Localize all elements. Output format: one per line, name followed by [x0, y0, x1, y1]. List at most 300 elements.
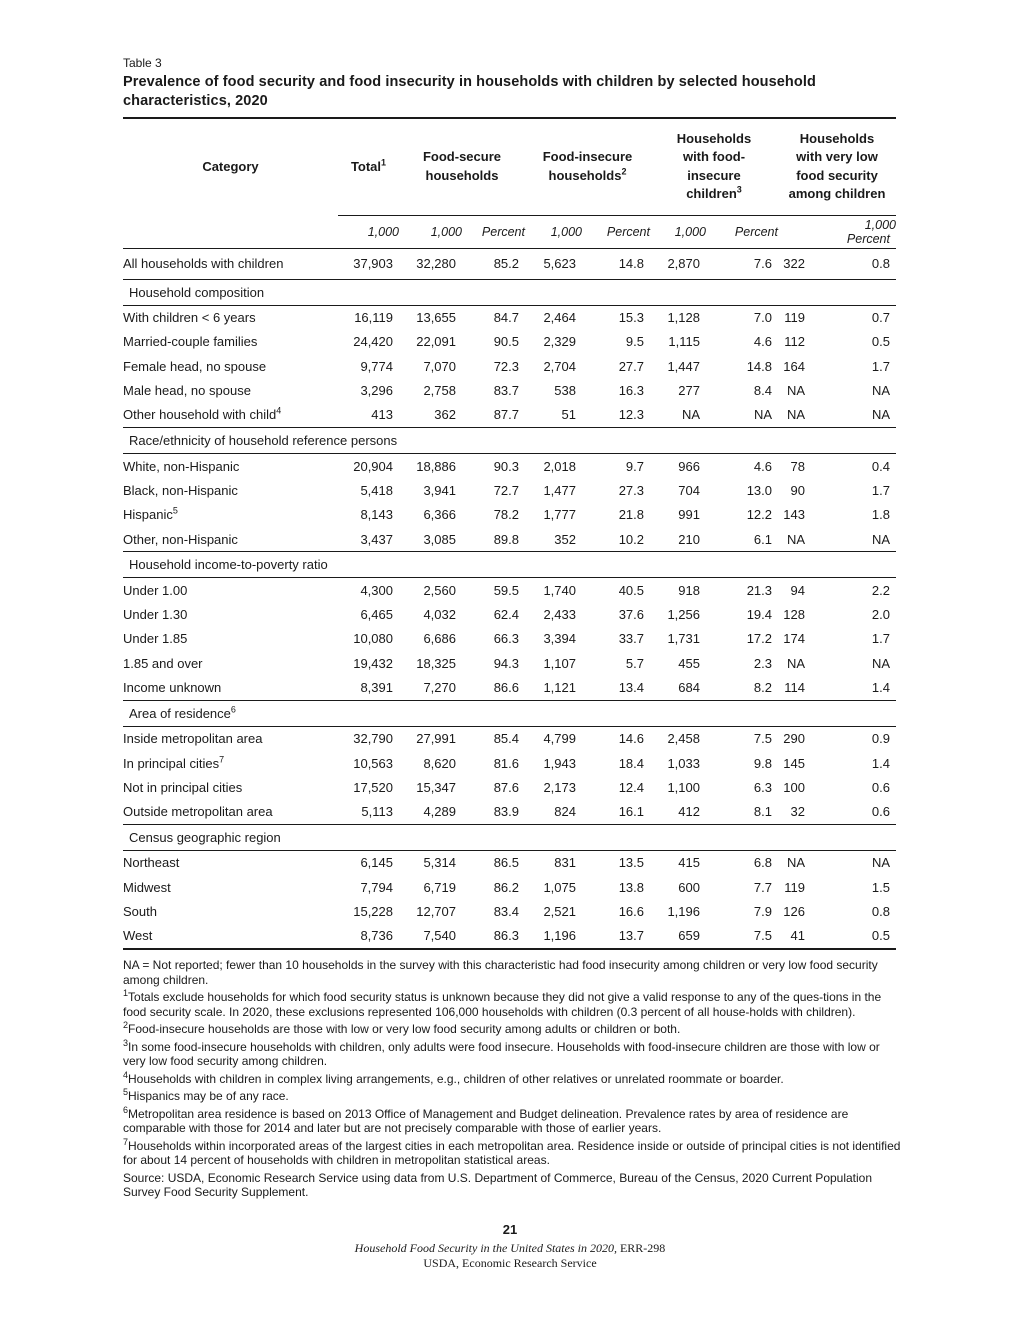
table-row — [123, 924, 896, 949]
table-cell: 119 — [784, 310, 805, 326]
table-cell: 918 — [678, 582, 700, 598]
table-cell: 86.5 — [493, 855, 519, 871]
table-cell: 1,196 — [525, 924, 582, 949]
table-cell: 27,991 — [416, 731, 456, 747]
publication-line — [0, 1241, 1020, 1256]
table-cell: 1,033 — [667, 755, 700, 771]
row-label: West — [123, 924, 338, 949]
section-header — [123, 824, 896, 850]
table-cell: 0.5 — [871, 334, 890, 350]
table-cell: 16,119 — [354, 310, 393, 326]
row-label: In principal cities$^7$ — [123, 754, 225, 771]
table-cell: NA — [786, 383, 805, 399]
table-cell: 7.5 — [753, 731, 772, 747]
table-cell: 1.7 — [871, 631, 890, 647]
table-cell: 2,433 — [543, 607, 576, 623]
table-cell: 1,100 — [667, 779, 700, 795]
page-footer — [0, 1222, 1020, 1271]
table-cell: 1,477 — [543, 482, 576, 498]
table-cell: 1.4 — [871, 755, 890, 771]
table-cell: 90 — [790, 482, 805, 498]
table-cell: 5,418 — [360, 482, 393, 498]
table-cell: 18,886 — [416, 458, 456, 474]
table-cell: 8,620 — [423, 755, 456, 771]
row-label: Other, non-Hispanic — [123, 531, 238, 547]
table-cell: 1,075 — [543, 879, 576, 895]
table-cell: 412 — [678, 804, 700, 820]
table-cell: 83.4 — [493, 904, 519, 920]
section-header — [123, 427, 896, 453]
table-cell: 94.3 — [493, 655, 519, 671]
table-cell: 6,145 — [360, 855, 393, 871]
table-cell: 32 — [790, 804, 805, 820]
table-row — [123, 627, 896, 651]
table-cell: 94 — [790, 582, 805, 598]
table-cell: 0.6 — [871, 804, 890, 820]
table-cell: 14.8 — [582, 248, 650, 279]
table-cell: 12,707 — [416, 904, 456, 920]
table-cell: 1,121 — [543, 680, 576, 695]
table-cell: 72.7 — [493, 482, 519, 498]
header-row — [123, 118, 896, 215]
table-cell: 66.3 — [493, 631, 519, 647]
table-cell: 8,391 — [360, 680, 393, 695]
table-cell: 8,143 — [360, 507, 393, 523]
table-cell: 59.5 — [493, 582, 519, 598]
table-cell: 659 — [650, 924, 706, 949]
table-cell: 164 — [783, 358, 805, 374]
agency-name: USDA, Economic Research Service — [423, 1256, 597, 1270]
table-cell: 83.9 — [493, 804, 519, 820]
table-cell: 7,270 — [423, 680, 456, 695]
table-cell: NA — [871, 655, 890, 671]
table-cell: 6,719 — [423, 879, 456, 895]
table-cell: NA — [786, 655, 805, 671]
table-title: Prevalence of food security and food insecurity in households with children by selected household characteristics, 2020 — [123, 74, 816, 109]
unit-cell: 1,000 — [650, 215, 706, 248]
table-cell: 20,904 — [353, 458, 393, 474]
row-label: Outside metropolitan area — [123, 804, 273, 820]
table-cell: 415 — [678, 855, 700, 871]
table-cell: 41 — [778, 924, 811, 949]
table-cell: 0.8 — [811, 248, 896, 279]
table-cell: 413 — [371, 407, 393, 423]
table-cell: 5.7 — [625, 655, 644, 671]
table-cell: 84.7 — [493, 310, 519, 326]
table-cell: 3,941 — [423, 482, 456, 498]
table-cell: 143 — [783, 507, 805, 523]
table-cell: 15,347 — [416, 779, 456, 795]
table-cell: 19.4 — [746, 607, 772, 623]
table-row — [123, 800, 896, 825]
table-cell: 1,256 — [667, 607, 700, 623]
table-cell: 13.4 — [618, 680, 644, 695]
table-cell: 3,296 — [360, 383, 393, 399]
table-cell: 33.7 — [618, 631, 644, 647]
table-cell: 119 — [784, 879, 805, 895]
note-source: Source: USDA, Economic Research Service using data from U.S. Department of Commerce, Bureau of the Census, 2020 Current Population Survey Food Security Supplement. — [123, 1170, 873, 1200]
table-cell: 19,432 — [353, 655, 393, 671]
table-cell: 1,447 — [667, 358, 700, 374]
table-cell: 15.3 — [618, 310, 644, 326]
table-cell: 100 — [783, 779, 805, 795]
table-cell: 4.6 — [753, 458, 772, 474]
table-cell: NA — [681, 407, 700, 423]
table-cell: 21.8 — [618, 507, 644, 523]
table-cell: 85.4 — [493, 731, 519, 747]
table-cell: 7,540 — [399, 924, 462, 949]
table-cell: 22,091 — [416, 334, 456, 350]
table-notes — [123, 958, 901, 1200]
table-cell: 1.7 — [871, 482, 890, 498]
table-cell: 14.6 — [618, 731, 644, 747]
table-cell: 9.8 — [753, 755, 772, 771]
header-vlfs-children: Households with very low food security among children — [778, 118, 896, 215]
table-cell: 40.5 — [618, 582, 644, 598]
note-1: $^1$Totals exclude households for which food security status is unknown because they did not give a valid response to any of the ques-tions in the food security scale. In 2020, these exclusions represented 106,000 households with children (0.3 percent of all house-holds with children). — [123, 988, 882, 1019]
publication-id: ERR-298 — [619, 1241, 666, 1255]
table-cell: 322 — [778, 248, 811, 279]
table-row — [123, 248, 896, 279]
table-cell: 6.3 — [753, 779, 772, 795]
table-cell: 4,300 — [360, 582, 393, 598]
table-cell: NA — [786, 531, 805, 547]
table-cell: 13.8 — [618, 879, 644, 895]
table-cell: 0.5 — [811, 924, 896, 949]
table-cell: 114 — [784, 680, 805, 695]
unit-cell: 1,000 — [399, 215, 462, 248]
table-body — [123, 248, 896, 949]
table-cell: NA — [871, 855, 890, 871]
table-cell: 86.6 — [493, 680, 519, 695]
table-cell: 15,228 — [353, 904, 393, 920]
note-7: $^7$Households within incorporated areas of the largest cities in each metropolitan area. Residence inside or outside of principal cities is not identified for about 14 percent of households with children in metropolitan statistical areas. — [123, 1136, 901, 1168]
table-row — [123, 850, 896, 875]
row-label: 1.85 and over — [123, 655, 203, 671]
row-label: Male head, no spouse — [123, 383, 251, 399]
section-header — [123, 700, 896, 726]
row-label: Female head, no spouse — [123, 358, 267, 374]
row-label: Married-couple families — [123, 334, 258, 350]
table-cell: 174 — [783, 631, 805, 647]
table-cell: 87.6 — [493, 779, 519, 795]
table-cell: 24,420 — [353, 334, 393, 350]
table-cell: 13.0 — [746, 482, 772, 498]
table-cell: 2,173 — [543, 779, 576, 795]
table-cell: 62.4 — [493, 607, 519, 623]
table-cell: 290 — [783, 731, 805, 747]
table-cell: 128 — [783, 607, 805, 623]
table-row — [123, 403, 896, 428]
note-6: $^6$Metropolitan area residence is based on 2013 Office of Management and Budget delineation. Prevalence rates by area of residence are comparable with those for 2014 and later but are not precisely comparable with those of earlier years. — [123, 1104, 849, 1136]
table-cell: 112 — [784, 334, 805, 350]
unit-cell: Percent — [706, 215, 778, 248]
header-food-secure: Food-secure households — [399, 118, 525, 215]
section-label: Area of residence$^6$ — [123, 700, 896, 726]
row-label: South — [123, 904, 157, 920]
table-row — [123, 354, 896, 378]
table-cell: 7.7 — [753, 879, 772, 895]
unit-cell: Percent — [582, 215, 650, 248]
header-insecure-children: Households with food-insecure children$^3$ — [650, 118, 778, 215]
row-label: With children < 6 years — [123, 310, 256, 326]
table-cell: 3,437 — [360, 531, 393, 547]
table-row — [123, 675, 896, 700]
table-cell: 3,394 — [543, 631, 576, 647]
table-cell: 684 — [678, 680, 700, 695]
table-cell: 90.3 — [493, 458, 519, 474]
table-cell: 5,623 — [525, 248, 582, 279]
table-cell: 7.0 — [753, 310, 772, 326]
table-row — [123, 899, 896, 923]
table-cell: 13.5 — [618, 855, 644, 871]
table-cell: NA — [871, 383, 890, 399]
table-cell: 37.6 — [618, 607, 644, 623]
table-cell: 9.7 — [625, 458, 644, 474]
table-cell: 2.2 — [871, 582, 890, 598]
table-cell: 362 — [434, 407, 456, 423]
table-cell: NA — [871, 531, 890, 547]
row-label: Not in principal cities — [123, 779, 243, 795]
header-category: Category — [123, 118, 338, 215]
table-cell: 1,740 — [543, 582, 576, 598]
table-cell: 2,870 — [650, 248, 706, 279]
table-cell: 1.8 — [871, 507, 890, 523]
row-label: Under 1.30 — [123, 607, 188, 623]
table-cell: 27.7 — [618, 358, 644, 374]
row-label: Income unknown — [123, 680, 222, 695]
table-cell: 18.4 — [618, 755, 644, 771]
data-table — [123, 117, 896, 950]
table-cell: 4,799 — [543, 731, 576, 747]
table-cell: NA — [786, 855, 805, 871]
table-cell: 352 — [554, 531, 576, 547]
table-row — [123, 751, 896, 775]
table-cell: 5,314 — [423, 855, 456, 871]
row-label: Inside metropolitan area — [123, 731, 263, 747]
table-cell: 1,115 — [668, 334, 700, 350]
table-cell: 2,758 — [423, 383, 456, 399]
table-cell: 78 — [790, 458, 805, 474]
table-cell: 2.0 — [871, 607, 890, 623]
row-label: Black, non-Hispanic — [123, 482, 238, 498]
table-cell: 4,032 — [423, 607, 456, 623]
header-food-insecure: Food-insecure households$^2$ — [525, 118, 650, 215]
table-cell: 831 — [554, 855, 576, 871]
table-cell: 16.3 — [618, 383, 644, 399]
section-header — [123, 552, 896, 578]
note-4: $^4$Households with children in complex living arrangements, e.g., children of other relatives or unrelated roommate or boarder. — [123, 1069, 784, 1086]
row-label: Hispanic$^5$ — [123, 505, 178, 523]
table-cell: 1,196 — [667, 904, 700, 920]
table-cell: 2,521 — [543, 904, 576, 920]
table-cell: 1,943 — [543, 755, 576, 771]
table-cell: 991 — [678, 507, 700, 523]
table-cell: 1,731 — [667, 631, 700, 647]
note-na: NA = Not reported; fewer than 10 households in the survey with this characteristic had food insecurity among children or very low food security among children. — [123, 958, 878, 987]
table-cell: 86.3 — [462, 924, 525, 949]
table-cell: 1.5 — [871, 879, 890, 895]
table-cell: 13.7 — [582, 924, 650, 949]
page-content — [123, 56, 901, 1203]
table-cell: 277 — [678, 383, 700, 399]
table-cell: 10.2 — [618, 531, 644, 547]
table-row — [123, 651, 896, 675]
table-cell: 2,329 — [543, 334, 576, 350]
table-cell: 1.4 — [871, 680, 890, 695]
table-cell: 10,080 — [353, 631, 393, 647]
table-cell: NA — [786, 407, 805, 423]
table-row — [123, 503, 896, 527]
table-cell: 145 — [783, 755, 805, 771]
table-cell: 27.3 — [618, 482, 644, 498]
table-cell: 78.2 — [493, 507, 519, 523]
table-cell: 1,107 — [543, 655, 576, 671]
table-cell: 12.2 — [746, 507, 772, 523]
table-cell: 51 — [561, 407, 576, 423]
table-cell: 10,563 — [353, 755, 393, 771]
row-label: Under 1.00 — [123, 582, 188, 598]
table-row — [123, 726, 896, 751]
unit-cell: 1,000 — [525, 215, 582, 248]
table-cell: 8,736 — [338, 924, 399, 949]
table-cell: 83.7 — [493, 383, 519, 399]
table-cell: 6.1 — [753, 531, 772, 547]
table-row — [123, 578, 896, 603]
table-cell: 966 — [678, 458, 700, 474]
table-row — [123, 527, 896, 552]
table-cell: 16.1 — [618, 804, 644, 820]
table-cell: 18,325 — [416, 655, 456, 671]
section-label: Census geographic region — [123, 824, 896, 850]
table-cell: 704 — [678, 482, 700, 498]
table-cell: 126 — [783, 904, 805, 920]
units-blank — [123, 215, 338, 248]
table-cell: 7,070 — [423, 358, 456, 374]
row-label: All households with children — [123, 248, 338, 279]
note-3: $^3$In some food-insecure households with children, only adults were food insecure. Households with food-insecure children are those with low or very low food security among children. — [123, 1037, 880, 1069]
row-label: Midwest — [123, 879, 171, 895]
table-cell: 6.8 — [753, 855, 772, 871]
table-cell: 8.4 — [753, 383, 772, 399]
table-cell: 1.7 — [871, 358, 890, 374]
table-cell: 0.8 — [871, 904, 890, 920]
table-cell: 89.8 — [493, 531, 519, 547]
table-cell: 16.6 — [618, 904, 644, 920]
table-cell: 17,520 — [353, 779, 393, 795]
table-cell: 210 — [678, 531, 700, 547]
table-cell: 6,686 — [423, 631, 456, 647]
table-cell: NA — [753, 407, 772, 423]
table-cell: 600 — [678, 879, 700, 895]
table-cell: 0.6 — [871, 779, 890, 795]
table-cell: 2,018 — [543, 458, 576, 474]
table-cell: 7.6 — [706, 248, 778, 279]
unit-cell: 1,000 — [338, 215, 399, 248]
table-cell: 2,560 — [423, 582, 456, 598]
table-cell: 9.5 — [625, 334, 644, 350]
table-cell: 85.2 — [462, 248, 525, 279]
table-cell: 1,128 — [667, 310, 700, 326]
section-label: Household income-to-poverty ratio — [123, 552, 896, 578]
table-cell: 87.7 — [493, 407, 519, 423]
unit-cell: 1,000Percent — [778, 215, 896, 248]
table-cell: 6,366 — [423, 507, 456, 523]
table-cell: 12.4 — [618, 779, 644, 795]
section-label: Race/ethnicity of household reference persons — [123, 427, 896, 453]
table-cell: 8.2 — [753, 680, 772, 695]
table-cell: 5,113 — [361, 804, 393, 820]
table-cell: 72.3 — [493, 358, 519, 374]
table-cell: NA — [871, 407, 890, 423]
table-cell: 21.3 — [746, 582, 772, 598]
table-cell: 17.2 — [746, 631, 772, 647]
table-cell: 6,465 — [360, 607, 393, 623]
table-cell: 13,655 — [416, 310, 456, 326]
table-cell: 4,289 — [423, 804, 456, 820]
table-cell: 0.9 — [871, 731, 890, 747]
table-cell: 12.3 — [618, 407, 644, 423]
note-5: $^5$Hispanics may be of any race. — [123, 1087, 289, 1104]
table-cell: 2,464 — [543, 310, 576, 326]
table-cell: 0.7 — [871, 310, 890, 326]
table-cell: 14.8 — [746, 358, 772, 374]
table-row — [123, 775, 896, 799]
table-cell: 32,280 — [399, 248, 462, 279]
table-cell: 32,790 — [353, 731, 393, 747]
table-cell: 3,085 — [423, 531, 456, 547]
row-label: White, non-Hispanic — [123, 458, 240, 474]
table-row — [123, 602, 896, 626]
table-cell: 7.9 — [753, 904, 772, 920]
table-cell: 7.5 — [706, 924, 778, 949]
table-cell: 538 — [554, 383, 576, 399]
table-cell: 7,794 — [360, 879, 393, 895]
page-number: 21 — [502, 1222, 518, 1237]
section-header — [123, 279, 896, 305]
table-cell: 4.6 — [753, 334, 772, 350]
table-cell: 8.1 — [753, 804, 772, 820]
row-label: Under 1.85 — [123, 631, 188, 647]
table-row — [123, 875, 896, 899]
table-cell: 1,777 — [543, 507, 576, 523]
note-2: $^2$Food-insecure households are those with low or very low food security among adults or children or both. — [123, 1020, 681, 1037]
table-cell: 2,458 — [667, 731, 700, 747]
table-row — [123, 330, 896, 354]
table-row — [123, 305, 896, 330]
units-row — [123, 215, 896, 248]
table-cell: 2,704 — [543, 358, 576, 374]
table-row — [123, 453, 896, 478]
table-cell: 2.3 — [753, 655, 772, 671]
unit-cell: Percent — [462, 215, 525, 248]
table-cell: 9,774 — [360, 358, 393, 374]
table-cell: 455 — [678, 655, 700, 671]
table-cell: 37,903 — [338, 248, 399, 279]
table-row — [123, 478, 896, 502]
table-cell: 90.5 — [493, 334, 519, 350]
table-cell: 824 — [554, 804, 576, 820]
table-cell: 81.6 — [493, 755, 519, 771]
row-label: Northeast — [123, 855, 180, 871]
row-label: Other household with child$^4$ — [123, 406, 282, 423]
table-label: Table 3 — [123, 56, 162, 70]
header-total: Total$^1$ — [338, 118, 399, 215]
table-cell: 0.4 — [871, 458, 890, 474]
table-row — [123, 378, 896, 402]
publication-title: Household Food Security in the United States in 2020, — [354, 1241, 617, 1255]
table-cell: 86.2 — [493, 879, 519, 895]
